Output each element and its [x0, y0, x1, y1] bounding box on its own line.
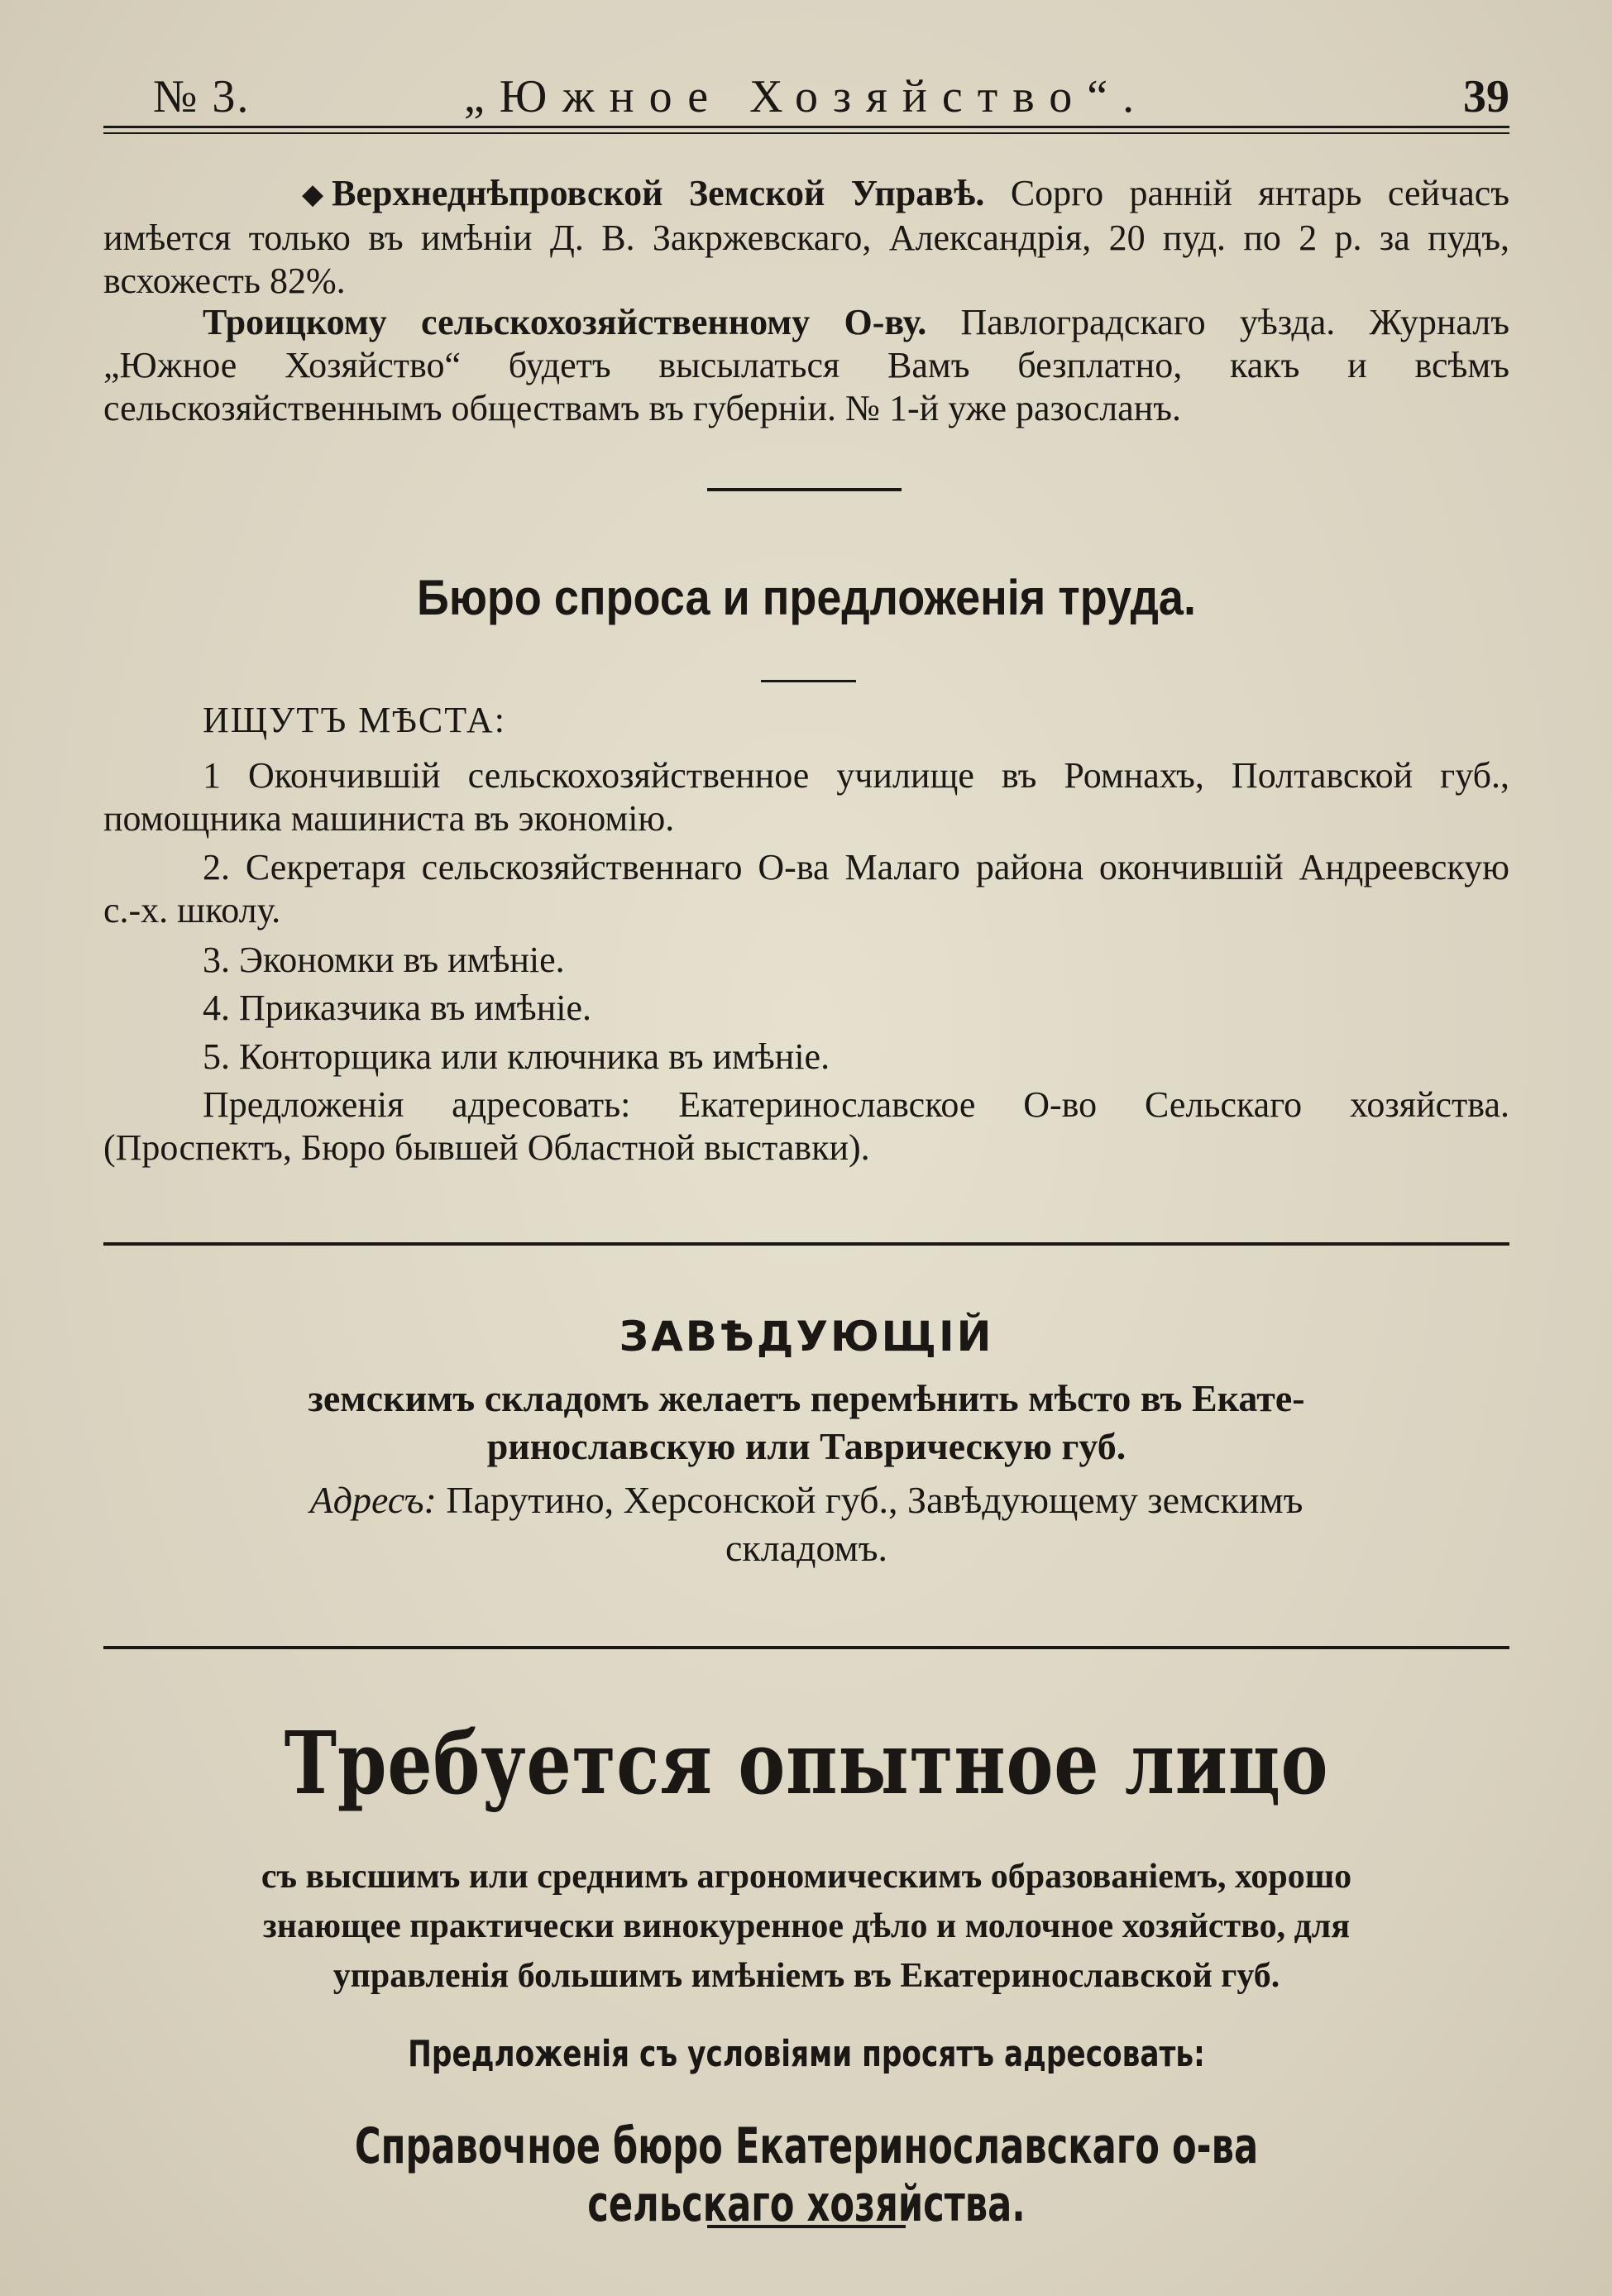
- notice-recipient: Верхнеднѣпровской Земской Управѣ.: [332, 173, 985, 213]
- address-line2: складомъ.: [725, 1527, 888, 1569]
- issue-number: № 3.: [153, 71, 251, 122]
- running-header: [103, 70, 1509, 128]
- notice-verkhnedneprovsk: [103, 172, 1509, 303]
- notice-troitsk: [103, 301, 1509, 430]
- wanted-title: Требуется опытное лицо: [284, 1712, 1329, 1814]
- wanted-bureau: Справочное бюро Екатеринославскаго о-ва сельскаго хозяйства.: [354, 2117, 1259, 2233]
- wanted-offers: Предложенія съ условіями просятъ адресовать:: [408, 2033, 1205, 2075]
- section-divider: [707, 488, 902, 491]
- header-rule: [103, 126, 1509, 134]
- notice-body: Павлоградскаго уѣзда. Журналъ „Южное Хозяйство“ будетъ высылаться Вамъ безплатно, какъ и всѣмъ сельскозяйственнымъ обществамъ въ губерніи. № 1-й уже разосланъ.: [103, 302, 1510, 428]
- list-item: 5. Конторщика или ключника въ имѣніе.: [203, 1036, 830, 1077]
- notice-recipient: Троицкому сельскохозяйственному О-ву.: [203, 302, 927, 342]
- list-item: 2. Секретаря сельскозяйственнаго О-ва Малаго района окончившій Андреевскую с.-х. школу.: [103, 847, 1509, 930]
- list-item: 4. Приказчика въ имѣніе.: [203, 988, 591, 1028]
- bureau-heading: Бюро спроса и предложенія труда.: [417, 570, 1196, 625]
- journal-title: „Южное Хозяйство“.: [463, 71, 1150, 122]
- double-arrow-icon: ◆: [302, 179, 324, 210]
- bureau-offers: Предложенія адресовать: Екатеринославское О-во Сельскаго хозяйства. (Проспектъ, Бюро бывшей Областной выставки).: [103, 1084, 1509, 1168]
- list-item: 1 Окончившій сельскохозяйственное училище въ Ромнахъ, Полтавской губ., помощника машиниста въ экономію.: [103, 755, 1509, 839]
- end-divider: [707, 2225, 906, 2228]
- manager-line: ринославскую или Таврическую губ.: [486, 1425, 1126, 1467]
- heading-divider: [761, 680, 856, 682]
- list-item: 3. Экономки въ имѣніе.: [203, 940, 565, 980]
- manager-line: земскимъ складомъ желаетъ перемѣнить мѣсто въ Екате-: [308, 1377, 1305, 1419]
- bureau-subheading: ИЩУТЪ МѢСТА:: [203, 700, 506, 740]
- manager-address: [103, 1479, 1509, 1522]
- address-text: Парутино, Херсонской губ., Завѣдующему земскимъ: [446, 1479, 1303, 1521]
- page-number: 39: [1463, 71, 1509, 122]
- section-rule: [103, 1646, 1509, 1649]
- address-label: Адресъ:: [309, 1479, 437, 1521]
- manager-title: ЗАВѢДУЮЩІЙ: [619, 1313, 994, 1361]
- wanted-line: съ высшимъ или среднимъ агрономическимъ образованіемъ, хорошо: [261, 1858, 1352, 1896]
- notice-body: Сорго ранній янтарь сейчасъ имѣется только въ имѣніи Д. В. Закржевскаго, Александрія, 20 пуд. по 2 р. за пудъ, всхожесть 82%.: [103, 173, 1509, 301]
- wanted-line: знающее практически винокуренное дѣло и молочное хозяйство, для: [262, 1907, 1351, 1945]
- section-rule: [103, 1242, 1509, 1246]
- wanted-line: управленія большимъ имѣніемъ въ Екатеринославской губ.: [332, 1957, 1280, 1995]
